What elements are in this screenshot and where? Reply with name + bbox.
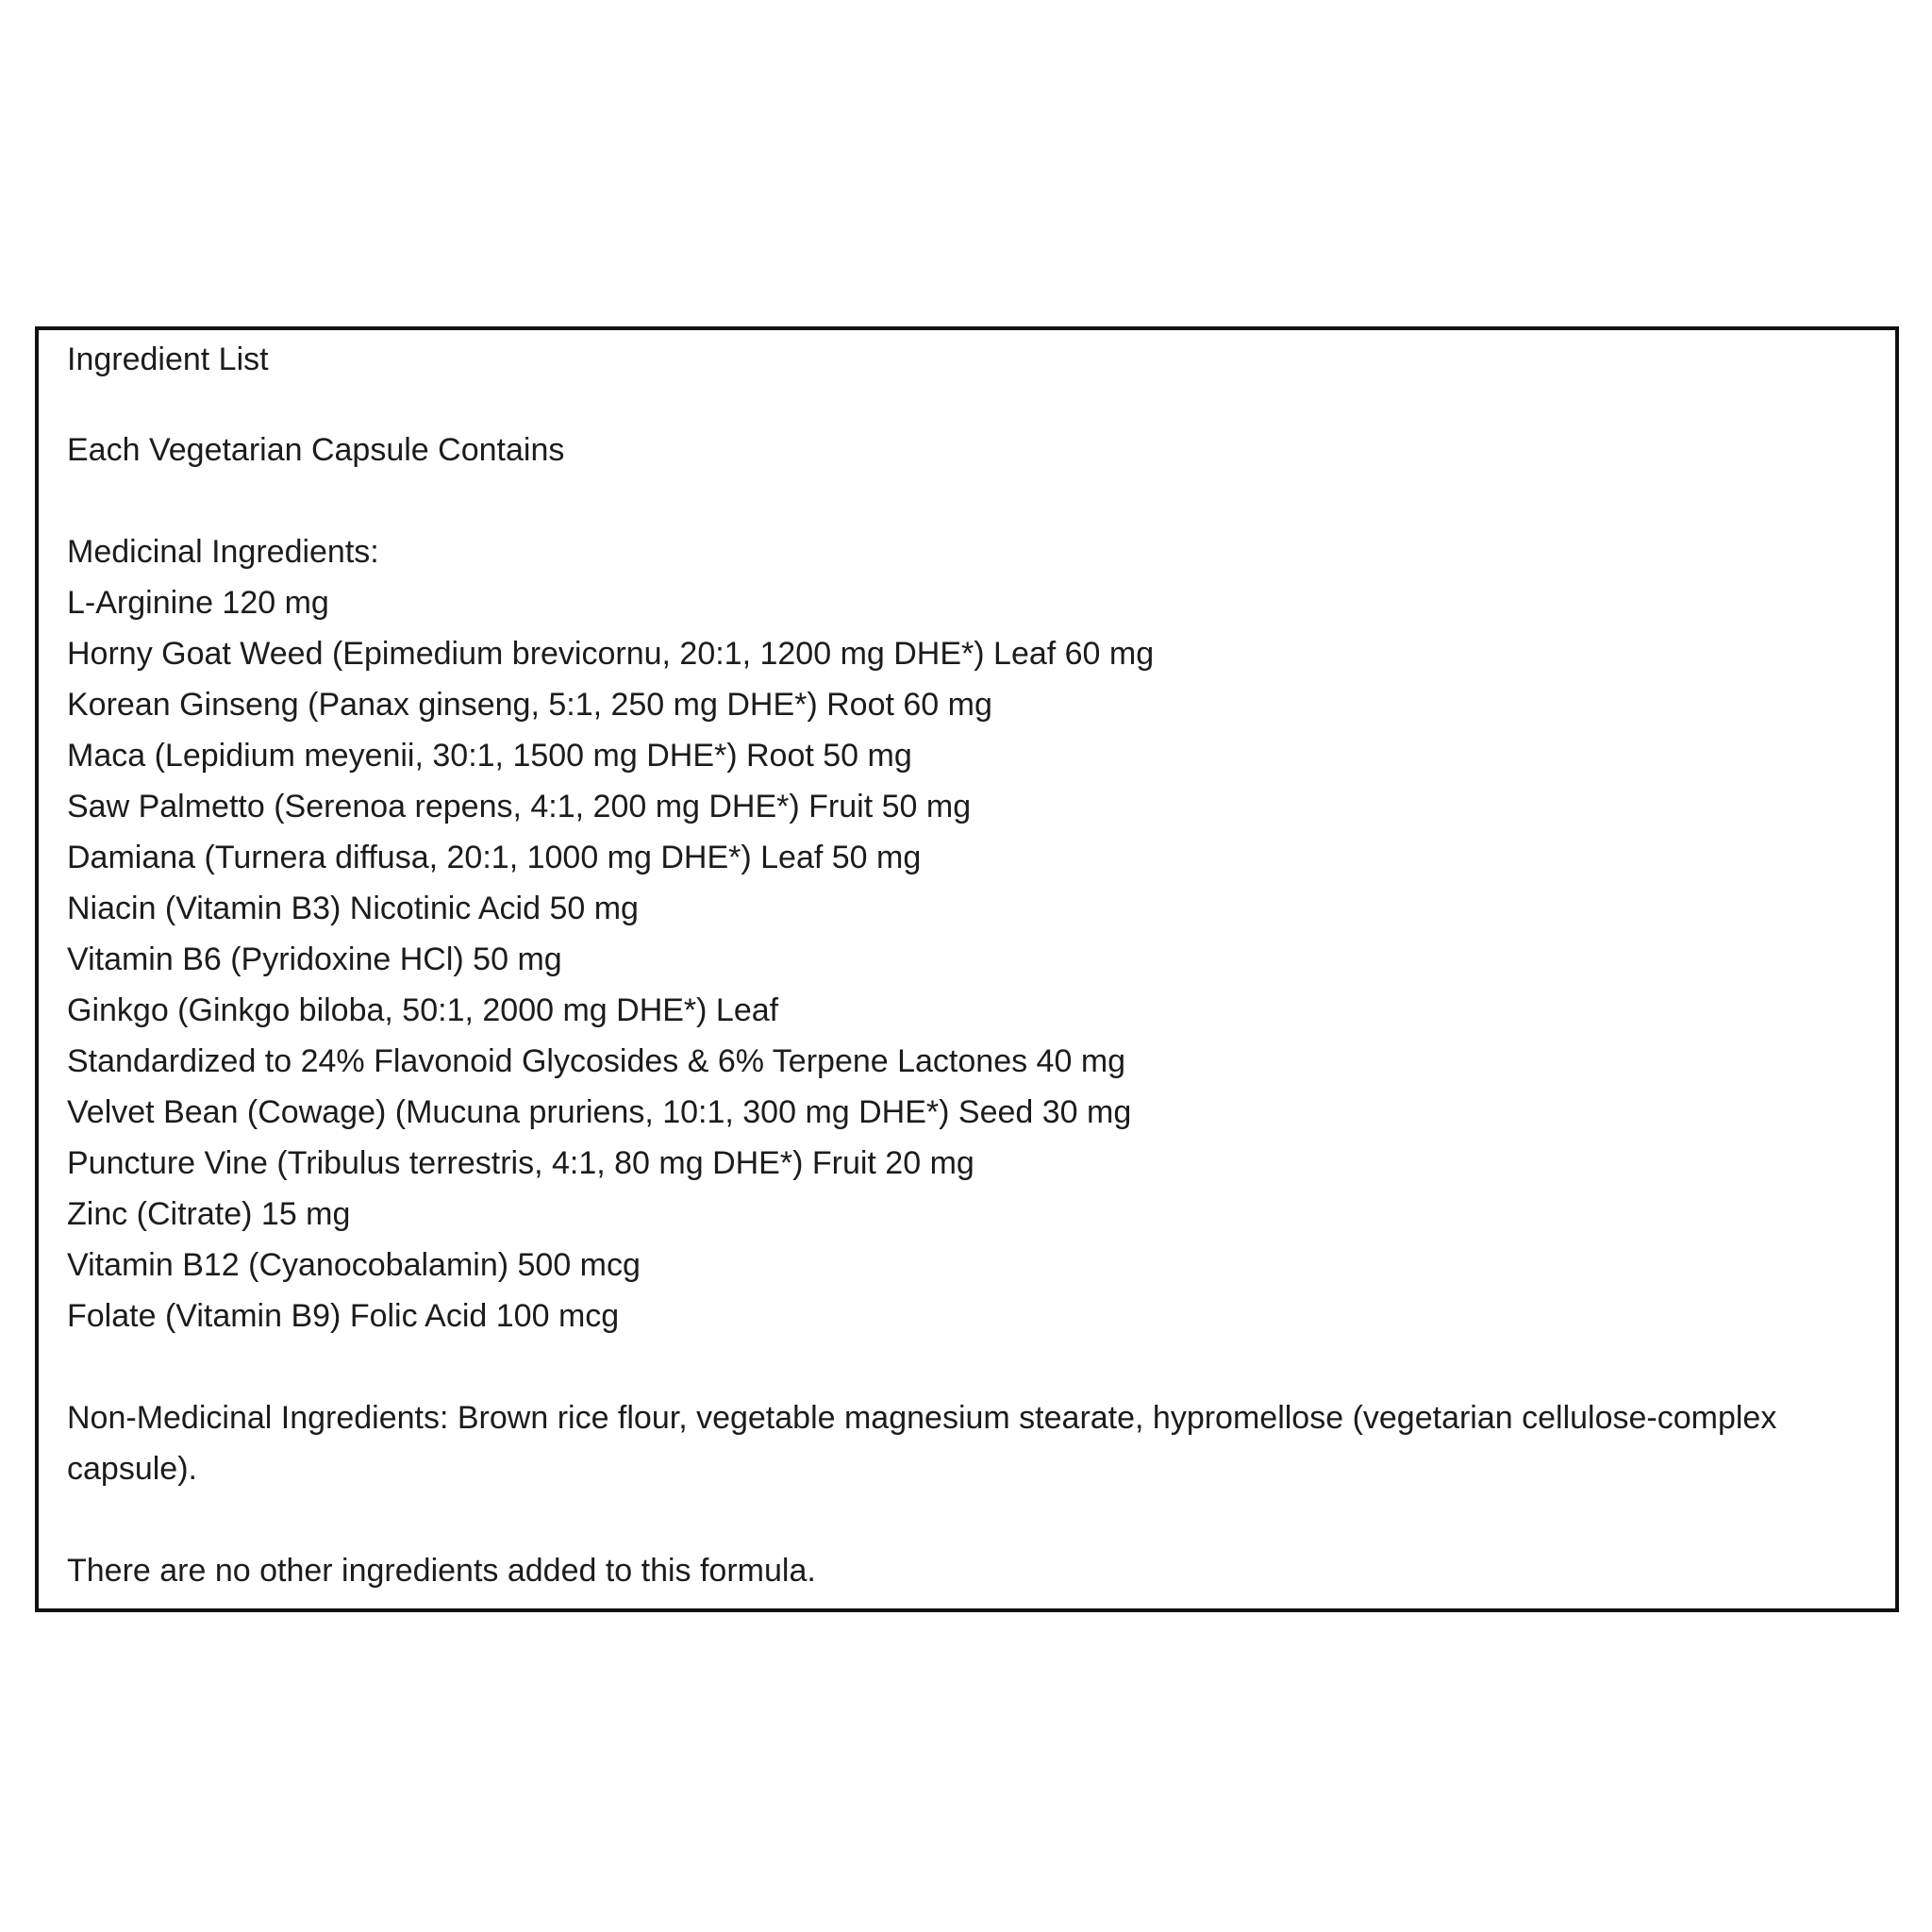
panel-title: Ingredient List bbox=[67, 341, 269, 377]
list-item: Horny Goat Weed (Epimedium brevicornu, 20:1, 1200 mg DHE*) Leaf 60 mg bbox=[67, 636, 1155, 672]
list-item: L-Arginine 120 mg bbox=[67, 585, 329, 621]
list-item: Puncture Vine (Tribulus terrestris, 4:1, 80 mg DHE*) Fruit 20 mg bbox=[67, 1145, 974, 1181]
footer-note: There are no other ingredients added to this formula. bbox=[67, 1553, 816, 1589]
list-item: Maca (Lepidium meyenii, 30:1, 1500 mg DHE*) Root 50 mg bbox=[67, 738, 912, 774]
list-item: Velvet Bean (Cowage) (Mucuna pruriens, 10:1, 300 mg DHE*) Seed 30 mg bbox=[67, 1094, 1132, 1130]
list-item: Damiana (Turnera diffusa, 20:1, 1000 mg DHE*) Leaf 50 mg bbox=[67, 840, 922, 875]
medicinal-heading: Medicinal Ingredients: bbox=[67, 534, 379, 570]
non-medicinal-ingredients: Non-Medicinal Ingredients: Brown rice flour, vegetable magnesium stearate, hypromellose (vegetarian cellulose-complex capsule). bbox=[67, 1400, 1777, 1487]
list-item: Vitamin B6 (Pyridoxine HCl) 50 mg bbox=[67, 941, 562, 977]
list-item: Standardized to 24% Flavonoid Glycosides & 6% Terpene Lactones 40 mg bbox=[67, 1043, 1126, 1079]
list-item: Folate (Vitamin B9) Folic Acid 100 mcg bbox=[67, 1298, 620, 1334]
list-item: Vitamin B12 (Cyanocobalamin) 500 mcg bbox=[67, 1247, 641, 1283]
ingredient-panel bbox=[35, 326, 1899, 1612]
list-item: Korean Ginseng (Panax ginseng, 5:1, 250 mg DHE*) Root 60 mg bbox=[67, 687, 992, 723]
medicinal-ingredient-list bbox=[67, 577, 1848, 1341]
list-item: Ginkgo (Ginkgo biloba, 50:1, 2000 mg DHE*) Leaf bbox=[67, 992, 779, 1028]
list-item: Saw Palmetto (Serenoa repens, 4:1, 200 mg DHE*) Fruit 50 mg bbox=[67, 789, 972, 824]
capsule-statement: Each Vegetarian Capsule Contains bbox=[67, 432, 565, 468]
list-item: Niacin (Vitamin B3) Nicotinic Acid 50 mg bbox=[67, 891, 639, 926]
list-item: Zinc (Citrate) 15 mg bbox=[67, 1196, 351, 1232]
